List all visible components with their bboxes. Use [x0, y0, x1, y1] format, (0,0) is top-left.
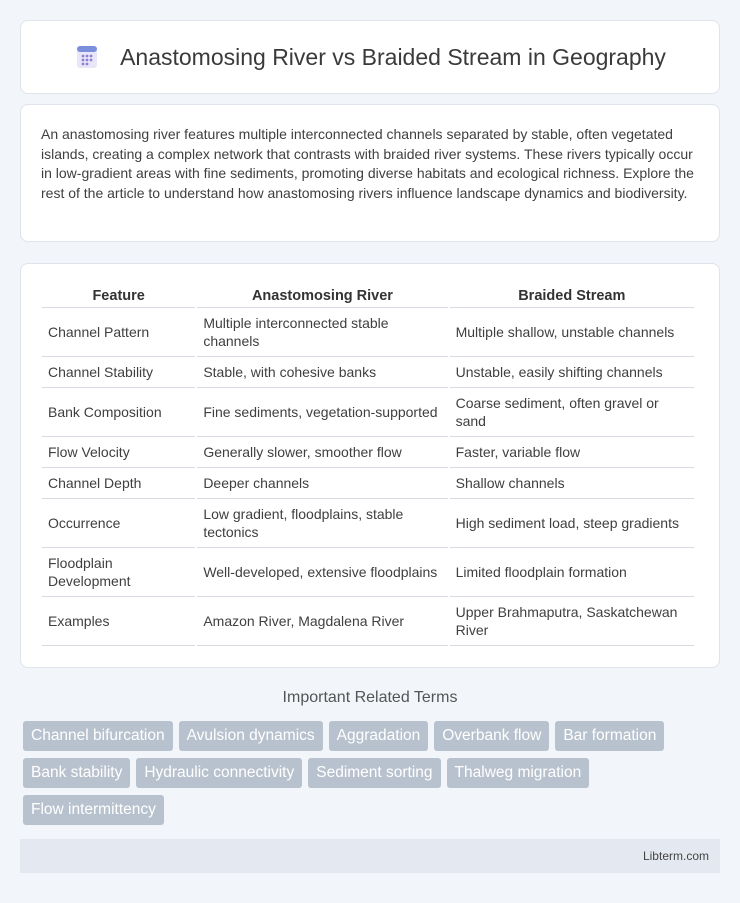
document-icon	[74, 44, 100, 70]
table-cell: Coarse sediment, often gravel or sand	[450, 388, 694, 437]
related-term-tag[interactable]: Overbank flow	[434, 721, 549, 751]
intro-card	[20, 104, 720, 242]
related-term-tag[interactable]: Channel bifurcation	[23, 721, 173, 751]
column-header-feature: Feature	[42, 284, 195, 308]
related-term-tag[interactable]: Flow intermittency	[23, 795, 164, 825]
table-cell: Channel Stability	[42, 357, 195, 388]
table-cell: Deeper channels	[197, 468, 447, 499]
related-terms-title: Important Related Terms	[282, 689, 458, 706]
column-header-braided: Braided Stream	[450, 284, 694, 308]
table-cell: Channel Depth	[42, 468, 195, 499]
related-term-tag[interactable]: Bank stability	[23, 758, 130, 788]
table-row	[42, 308, 694, 357]
related-term-tag[interactable]: Sediment sorting	[308, 758, 440, 788]
table-cell: Channel Pattern	[42, 308, 195, 357]
table-cell: Flow Velocity	[42, 437, 195, 468]
table-cell: High sediment load, steep gradients	[450, 499, 694, 548]
footer	[20, 839, 720, 873]
intro-paragraph: An anastomosing river features multiple interconnected channels separated by stable, often vegetated islands, creating a complex network that contrasts with braided river systems. These rivers typically occur in low-gradient areas with fine sediments, promoting diverse habitats and ecological richness. Explore the rest of the article to understand how anastomosing rivers influence landscape dynamics and biodiversity.	[41, 126, 694, 201]
table-row	[42, 548, 694, 597]
header-card	[20, 20, 720, 94]
comparison-card	[20, 263, 720, 668]
related-term-tag[interactable]: Hydraulic connectivity	[136, 758, 302, 788]
table-row	[42, 468, 694, 499]
table-row	[42, 499, 694, 548]
table-cell: Low gradient, floodplains, stable tectonics	[197, 499, 447, 548]
table-cell: Stable, with cohesive banks	[197, 357, 447, 388]
table-cell: Examples	[42, 597, 195, 646]
table-cell: Multiple shallow, unstable channels	[450, 308, 694, 357]
table-cell: Amazon River, Magdalena River	[197, 597, 447, 646]
footer-site-link[interactable]: Libterm.com	[642, 849, 709, 863]
related-term-tag[interactable]: Bar formation	[555, 721, 664, 751]
comparison-table	[40, 284, 696, 646]
table-row	[42, 597, 694, 646]
table-cell: Occurrence	[42, 499, 195, 548]
title-wrap	[74, 44, 666, 71]
table-cell: Floodplain Development	[42, 548, 195, 597]
table-header-row	[42, 284, 694, 308]
table-cell: Shallow channels	[450, 468, 694, 499]
related-term-tag[interactable]: Thalweg migration	[447, 758, 590, 788]
table-row	[42, 388, 694, 437]
related-term-tag[interactable]: Avulsion dynamics	[179, 721, 323, 751]
table-cell: Upper Brahmaputra, Saskatchewan River	[450, 597, 694, 646]
table-cell: Faster, variable flow	[450, 437, 694, 468]
table-row	[42, 437, 694, 468]
column-header-anastomosing: Anastomosing River	[197, 284, 447, 308]
table-cell: Multiple interconnected stable channels	[197, 308, 447, 357]
table-cell: Fine sediments, vegetation-supported	[197, 388, 447, 437]
table-cell: Well-developed, extensive floodplains	[197, 548, 447, 597]
related-terms-list	[23, 721, 713, 825]
table-cell: Bank Composition	[42, 388, 195, 437]
table-cell: Limited floodplain formation	[450, 548, 694, 597]
table-cell: Generally slower, smoother flow	[197, 437, 447, 468]
table-row	[42, 357, 694, 388]
table-cell: Unstable, easily shifting channels	[450, 357, 694, 388]
page-title: Anastomosing River vs Braided Stream in Geography	[120, 43, 666, 70]
related-term-tag[interactable]: Aggradation	[329, 721, 429, 751]
